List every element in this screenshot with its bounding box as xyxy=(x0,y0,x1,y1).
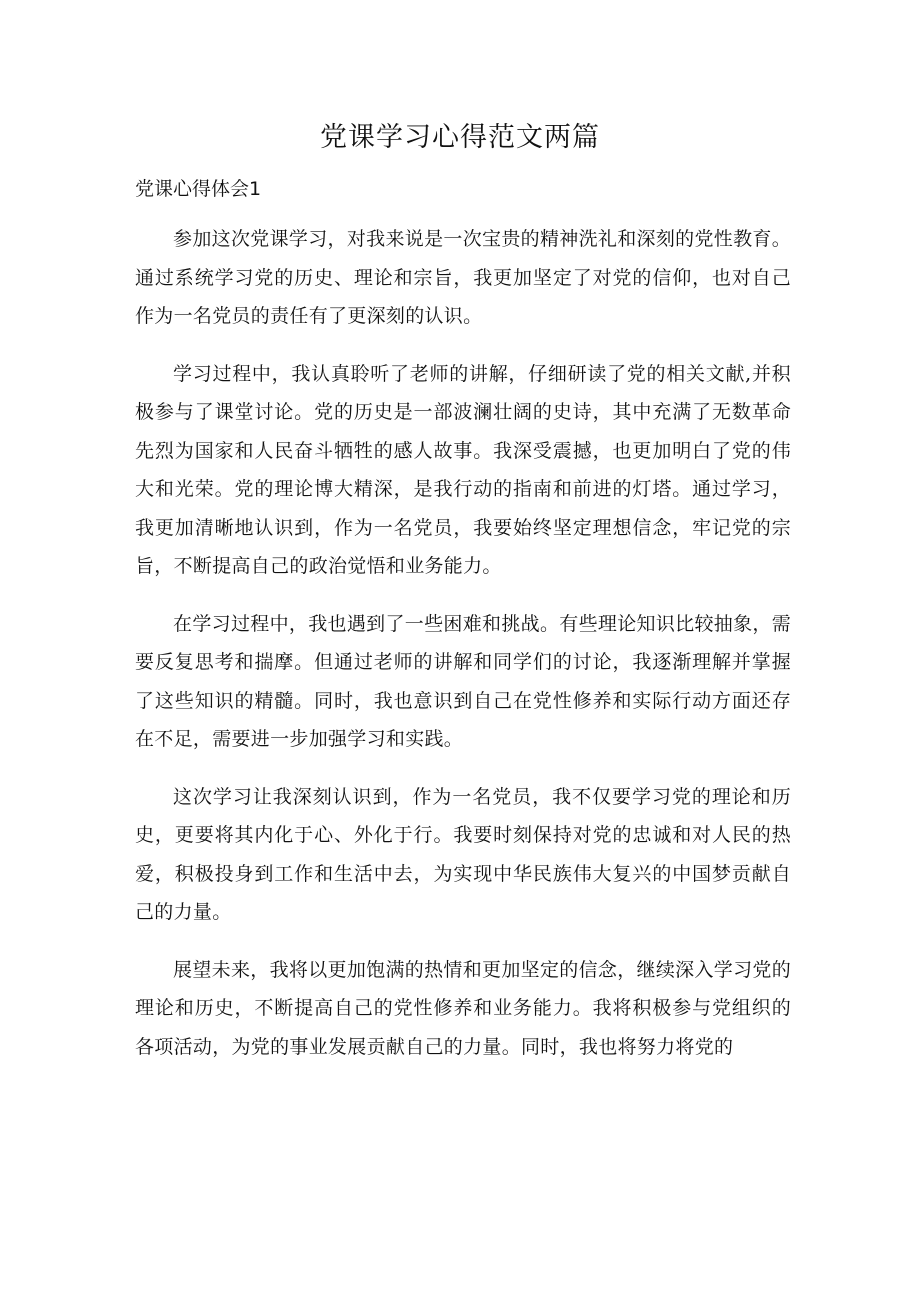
paragraph: 参加这次党课学习，对我来说是一次宝贵的精神洗礼和深刻的党性教育。通过系统学习党的历史、理论和宗旨，我更加坚定了对党的信仰，也对自己作为一名党员的责任有了更深刻的认识。 xyxy=(135,228,791,327)
section-heading: 党课心得体会1 xyxy=(135,178,262,200)
paragraph: 在学习过程中，我也遇到了一些困难和挑战。有些理论知识比较抽象，需要反复思考和揣摩。但通过老师的讲解和同学们的讨论，我逐渐理解并掌握了这些知识的精髓。同时，我也意识到自己在党性修养和实际行动方面还存在不足，需要进一步加强学习和实践。 xyxy=(135,612,791,750)
document-title: 党课学习心得范文两篇 xyxy=(320,122,600,153)
paragraph: 展望未来，我将以更加饱满的热情和更加坚定的信念，继续深入学习党的理论和历史，不断提高自己的党性修养和业务能力。我将积极参与党组织的各项活动，为党的事业发展贡献自己的力量。同时，我也将努力将党的 xyxy=(135,958,791,1058)
body-text xyxy=(135,220,791,1085)
paragraph: 这次学习让我深刻认识到，作为一名党员，我不仅要学习党的理论和历史，更要将其内化于心、外化于行。我要时刻保持对党的忠诚和对人民的热爱，积极投身到工作和生活中去，为实现中华民族伟大复兴的中国梦贡献自己的力量。 xyxy=(135,785,791,923)
paragraph: 学习过程中，我认真聆听了老师的讲解，仔细研读了党的相关文献,并积极参与了课堂讨论。党的历史是一部波澜壮阔的史诗，其中充满了无数革命先烈为国家和人民奋斗牺牲的感人故事。我深受震撼，也更加明白了党的伟大和光荣。党的理论博大精深，是我行动的指南和前进的灯塔。通过学习，我更加清晰地认识到，作为一名党员，我要始终坚定理想信念，牢记党的宗旨，不断提高自己的政治觉悟和业务能力。 xyxy=(135,362,791,577)
